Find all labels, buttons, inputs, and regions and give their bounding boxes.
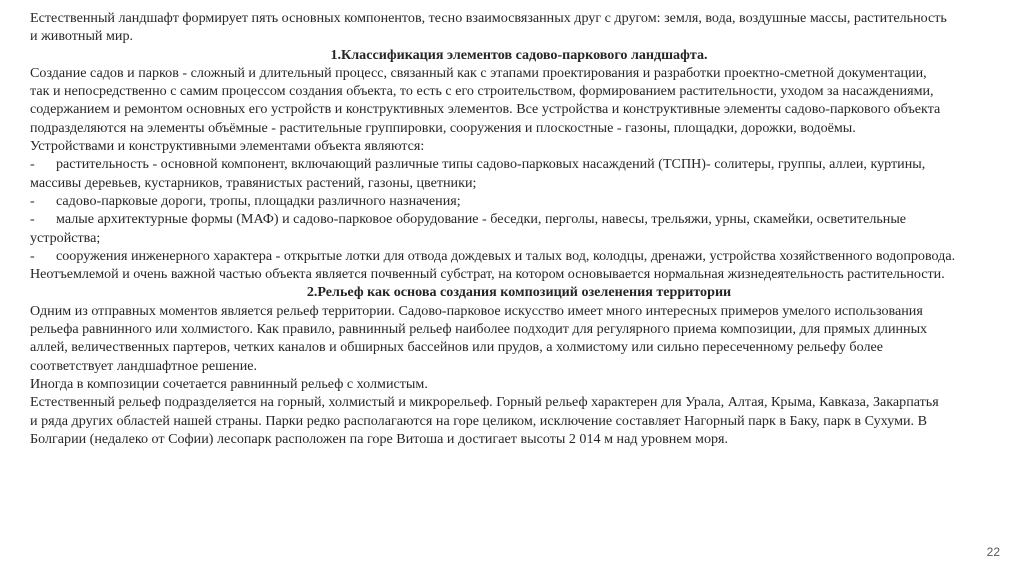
section-1-closing: Неотъемлемой и очень важной частью объекта является почвенный субстрат, на котором основывается нормальная жизнедеятельность растительности.	[30, 266, 945, 283]
section-2-heading: 2.Рельеф как основа создания композиций озеленения территории	[306, 284, 732, 301]
list-dash: -	[30, 211, 35, 228]
list-item-vegetation	[30, 155, 1008, 173]
intro-line-1: Естественный ландшафт формирует пять основных компонентов, тесно взаимосвязанных друг с другом: земля, вода, воздушные массы, растительность	[30, 10, 947, 26]
section-1-paragraph-line: так и непосредственно с самим процессом создания объекта, то есть с его строительством, формированием растительности, уходом за насаждениями,	[30, 83, 934, 100]
list-dash: -	[30, 192, 35, 209]
list-item-text: сооружения инженерного характера - открытые лотки для отвода дождевых и талых вод, колодцы, дренажи, устройства хозяйственного водопровода.	[56, 247, 956, 264]
list-item-text: растительность - основной компонент, включающий различные типы садово-парковых насаждений (ТСПН)- солитеры, группы, аллеи, куртины,	[56, 156, 926, 173]
list-item-small-forms	[30, 210, 1008, 228]
list-item-text: малые архитектурные формы (МАФ) и садово-парковое оборудование - беседки, перголы, навесы, трельяжи, урны, скамейки, осветительные	[56, 211, 907, 228]
section-2-paragraph-line: Естественный рельеф подразделяется на горный, холмистый и микрорельеф. Горный рельеф характерен для Урала, Алтая, Крыма, Кавказа, Закарпатья	[30, 394, 939, 411]
section-2-paragraph-line: Иногда в композиции сочетается равнинный рельеф с холмистым.	[30, 375, 428, 392]
list-item-text: садово-парковые дороги, тропы, площадки различного назначения;	[56, 192, 461, 209]
section-1-paragraph-line: Создание садов и парков - сложный и длительный процесс, связанный как с этапами проектирования и разработки проектно-сметной документации,	[30, 64, 927, 81]
list-item-engineering	[30, 247, 1008, 265]
intro-line-2: и животный мир.	[30, 28, 134, 45]
section-2-paragraph-line: и ряда других областей нашей страны. Парки редко располагаются на горе целиком, исключение составляет Нагорный парк в Баку, парк в Сухуми. В	[30, 412, 927, 429]
section-2-paragraph-line: Болгарии (недалеко от Софии) лесопарк расположен па горе Витоша и достигает высоты 2 014 м над уровнем моря.	[30, 430, 729, 447]
list-item-continuation: устройства;	[30, 229, 101, 246]
list-dash: -	[30, 156, 35, 173]
section-2-paragraph-line: рельефа равнинного или холмистого. Как правило, равнинный рельеф наиболее подходит для регулярного приема композиции, для прямых длинных	[30, 321, 928, 338]
slide-body	[30, 9, 1008, 448]
page-number: 22	[986, 545, 1000, 559]
section-1-paragraph-line: Устройствами и конструктивными элементами объекта являются:	[30, 138, 425, 155]
list-item-continuation: массивы деревьев, кустарников, травянистых растений, газоны, цветники;	[30, 174, 477, 191]
section-1-paragraph-line: подразделяются на элементы объёмные - растительные группировки, сооружения и плоскостные - газоны, площадки, дорожки, водоёмы.	[30, 119, 856, 136]
section-1-paragraph-line: содержанием и ремонтом основных его устройств и конструктивных элементов. Все устройства и конструктивные элементы садово-паркового объекта	[30, 101, 941, 118]
section-1-heading: 1.Классификация элементов садово-паркового ландшафта.	[330, 46, 708, 63]
list-dash: -	[30, 247, 35, 264]
section-2-paragraph-line: соответствует ландшафтное решение.	[30, 357, 258, 374]
list-item-roads	[30, 192, 1008, 210]
section-2-paragraph-line: Одним из отправных моментов является рельеф территории. Садово-парковое искусство имеет много интересных примеров умелого использования	[30, 302, 923, 319]
section-2-paragraph-line: аллей, величественных партеров, четких каналов и обширных бассейнов или прудов, а холмистому или сильно пересеченному рельефу более	[30, 339, 884, 356]
